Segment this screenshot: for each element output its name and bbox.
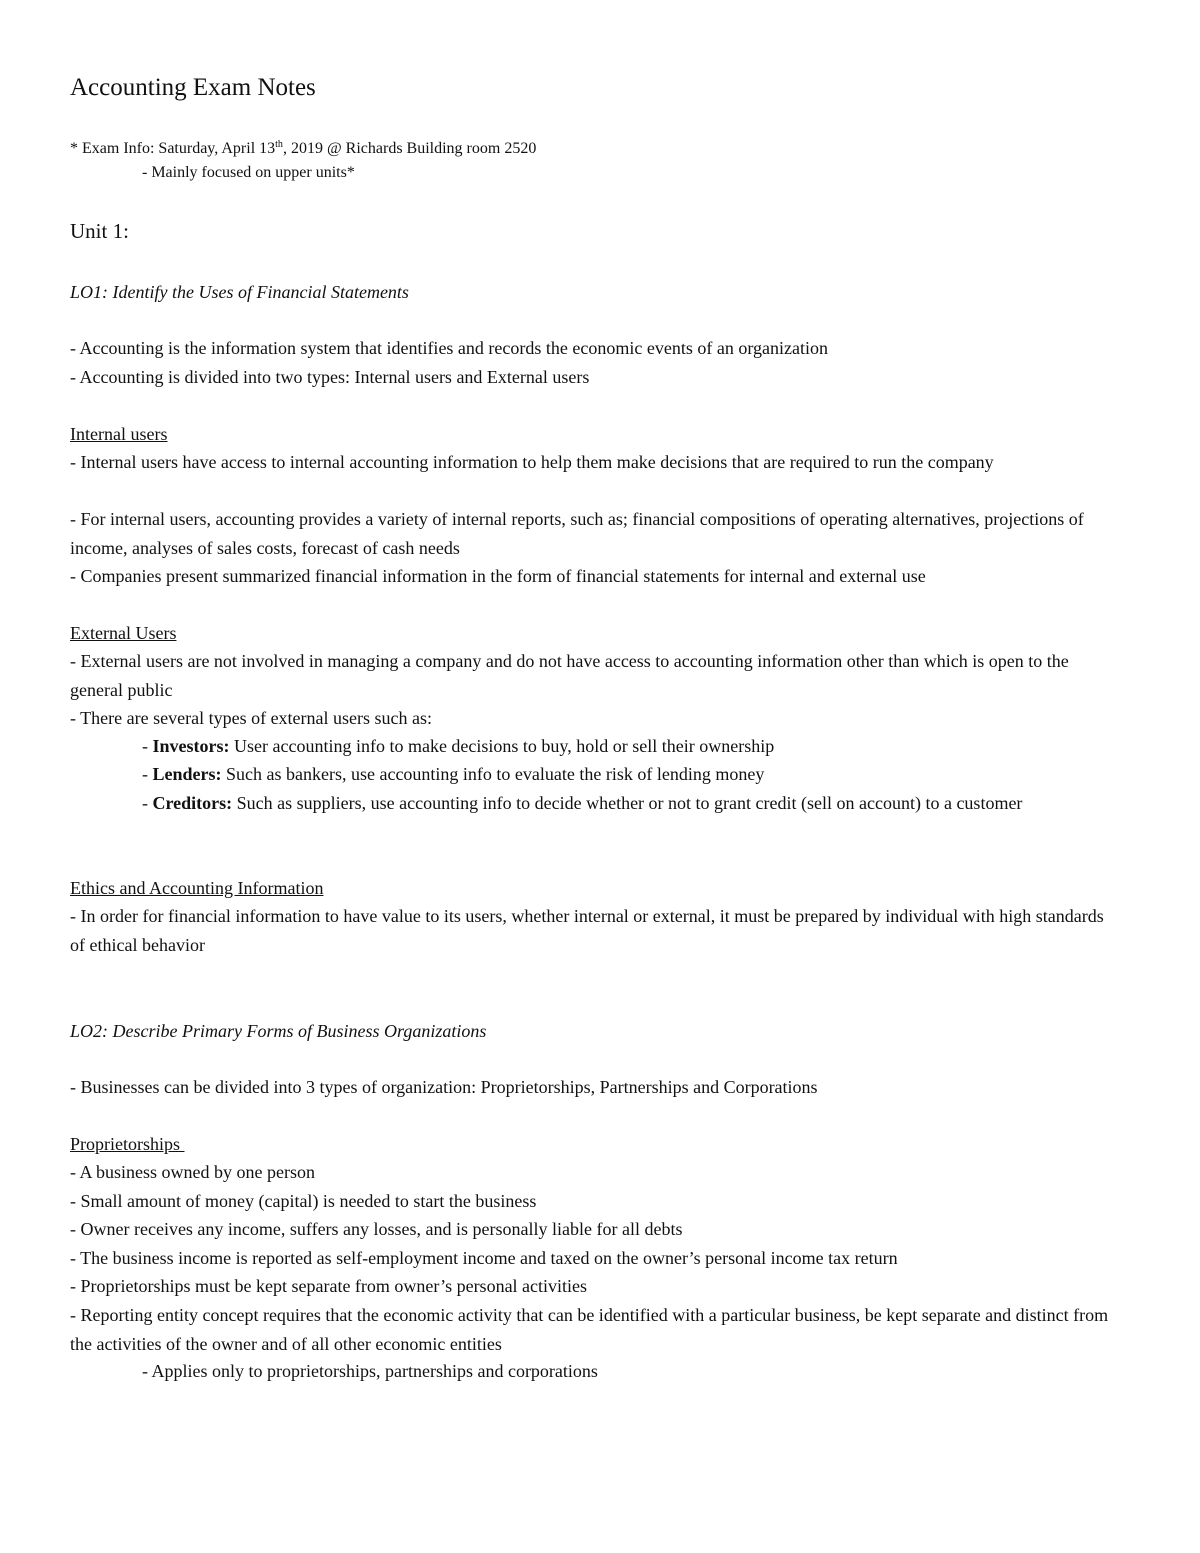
internal-users-bullet-1: - Internal users have access to internal accounting information to help them make decisions that are required to run the company	[70, 452, 994, 472]
internal-users-heading: Internal users	[70, 424, 168, 444]
list-dash: -	[142, 764, 153, 784]
term-description: User accounting info to make decisions to buy, hold or sell their ownership	[229, 736, 775, 756]
list-dash: -	[142, 793, 153, 813]
proprietorships-heading: Proprietorships	[70, 1134, 185, 1154]
lo2-bullet-1: - Businesses can be divided into 3 types of organization: Proprietorships, Partnerships and Corporations	[70, 1077, 818, 1097]
external-type-lenders	[142, 760, 1132, 789]
exam-info-suffix: , 2019 @ Richards Building room 2520	[282, 140, 537, 157]
external-users-bullet-2: - There are several types of external users such as:	[70, 708, 433, 728]
internal-users-bullet-3: - Companies present summarized financial information in the form of financial statements for internal and external use	[70, 566, 926, 586]
term-description: Such as suppliers, use accounting info to decide whether or not to grant credit (sell on account) to a customer	[232, 793, 1023, 813]
proprietorships-sub-bullet: - Applies only to proprietorships, partnerships and corporations	[142, 1361, 598, 1381]
term-investors: Investors:	[152, 736, 230, 756]
lo2-heading: LO2: Describe Primary Forms of Business Organizations	[70, 1021, 487, 1041]
external-users-bullet-1: - External users are not involved in managing a company and do not have access to accounting information other than which is open to the general public	[70, 651, 1069, 700]
document-title: Accounting Exam Notes	[70, 74, 316, 101]
exam-info-note: - Mainly focused on upper units*	[142, 164, 355, 181]
term-lenders: Lenders:	[152, 764, 222, 784]
proprietorships-bullet-2: - Small amount of money (capital) is needed to start the business	[70, 1191, 537, 1211]
lo1-bullet-1: - Accounting is the information system that identifies and records the economic events of an organization	[70, 338, 828, 358]
external-users-heading: External Users	[70, 623, 177, 643]
exam-info	[70, 138, 536, 160]
proprietorships-bullet-6: - Reporting entity concept requires that the economic activity that can be identified with a particular business, be kept separate and distinct from the activities of the owner and of all other economic entities	[70, 1305, 1109, 1354]
exam-info-prefix: * Exam Info: Saturday, April 13	[70, 140, 276, 157]
proprietorships-bullet-1: - A business owned by one person	[70, 1162, 315, 1182]
proprietorships-bullet-4: - The business income is reported as self-employment income and taxed on the owner’s personal income tax return	[70, 1248, 898, 1268]
proprietorships-bullet-3: - Owner receives any income, suffers any losses, and is personally liable for all debts	[70, 1219, 683, 1239]
lo1-bullet-2: - Accounting is divided into two types: Internal users and External users	[70, 367, 590, 387]
ethics-bullet-1: - In order for financial information to have value to its users, whether internal or external, it must be prepared by individual with high standards of ethical behavior	[70, 906, 1104, 955]
internal-users-bullet-2: - For internal users, accounting provides a variety of internal reports, such as; financial compositions of operating alternatives, projections of income, analyses of sales costs, forecast of cash needs	[70, 509, 1084, 558]
unit-heading: Unit 1:	[70, 219, 129, 243]
external-type-investors	[142, 732, 1132, 761]
term-description: Such as bankers, use accounting info to evaluate the risk of lending money	[221, 764, 765, 784]
exam-info-ordinal: th	[275, 139, 283, 150]
proprietorships-bullet-5: - Proprietorships must be kept separate from owner’s personal activities	[70, 1276, 588, 1296]
ethics-heading: Ethics and Accounting Information	[70, 878, 324, 898]
list-dash: -	[142, 736, 153, 756]
term-creditors: Creditors:	[152, 793, 233, 813]
lo1-heading: LO1: Identify the Uses of Financial Statements	[70, 282, 409, 302]
external-type-creditors	[142, 789, 1132, 818]
